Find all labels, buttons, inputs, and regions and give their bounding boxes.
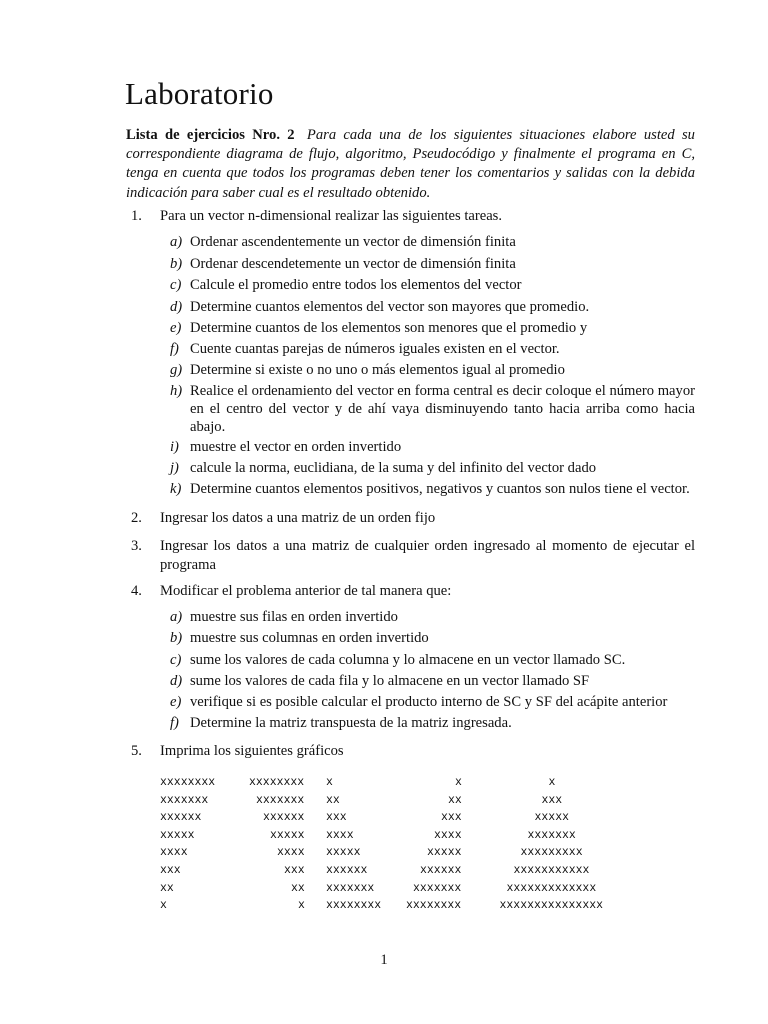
subitem-text: verifique si es posible calcular el producto interno de SC y SF del acápite anterior — [190, 694, 668, 710]
pattern-row — [160, 774, 620, 792]
pattern-cell: xxxxxxxxxxx — [513, 864, 590, 877]
pattern-cell: xxxx — [326, 828, 354, 842]
pattern-cell: xxxx — [160, 846, 188, 860]
subitem-label: e) — [170, 320, 182, 336]
subitem-label: f) — [170, 715, 179, 731]
subitem-label: c) — [170, 277, 182, 293]
pattern-cell: xxx — [284, 864, 305, 877]
pattern-cell: x — [326, 776, 333, 789]
pattern-cell: xxxxx — [534, 811, 570, 825]
subitem-label: a) — [170, 234, 183, 250]
intro-text: Para cada una de los siguientes situaciones elabore usted su correspondiente diagrama de flujo, algoritmo, Pseudocódigo y finalmente el programa en C, tenga en cuenta que todos los programas deben tener los comentarios y salidas con la debida indicación para saber cual es el resultado obtenido. — [126, 127, 695, 201]
subitem-label: e) — [170, 694, 182, 710]
subitem-label: d) — [170, 299, 183, 315]
pattern-cell: xxx — [541, 793, 563, 807]
subitem-label: c) — [170, 652, 182, 668]
pattern-cell: xxxxxx — [263, 811, 305, 825]
subitem-text: muestre sus filas en orden invertido — [190, 609, 398, 625]
pattern-cell: x — [298, 899, 305, 913]
pattern-cell: xxxxxxxx — [249, 776, 305, 789]
pattern-row — [160, 880, 620, 898]
pattern-cell: xxxxxxxx — [406, 899, 462, 913]
pattern-cell: xxxxxxxxxxxxx — [506, 881, 597, 895]
pattern-cell: x — [455, 776, 462, 789]
subitem-text: Realice el ordenamiento del vector en forma central es decir coloque el número mayor en el centro del vector y de ahí vaya disminuyendo tanto hacia arriba como hacia abajo. — [190, 383, 695, 435]
exercise-text: Para un vector n-dimensional realizar las siguientes tareas. — [160, 208, 503, 224]
pattern-row — [160, 792, 620, 810]
subitem-label: d) — [170, 673, 183, 689]
exercise-text: Ingresar los datos a una matriz de cualquier orden ingresado al momento de ejecutar el programa — [160, 538, 695, 573]
intro-lead: Lista de ejercicios Nro. 2 — [126, 127, 295, 143]
pattern-row — [160, 897, 620, 915]
pattern-cell: xxxxxxx — [413, 881, 462, 895]
subitem-text: Determine si existe o no uno o más elementos igual al promedio — [190, 362, 565, 378]
pattern-cell: x — [548, 776, 556, 789]
pattern-cell: xxxxxxxxxxxxxxx — [499, 899, 604, 913]
subitem-label: f) — [170, 341, 179, 357]
pattern-cell: xxxxxxx — [527, 828, 576, 842]
subitem-text: Determine la matriz transpuesta de la matriz ingresada. — [190, 715, 512, 731]
pattern-cell: xxxxxxx — [160, 793, 209, 807]
subitem-label: b) — [170, 630, 183, 646]
subitem-text: Determine cuantos elementos positivos, negativos y cuantos son nulos tiene el vector. — [190, 481, 690, 497]
exercise-text: Ingresar los datos a una matriz de un orden fijo — [160, 510, 436, 526]
exercise-number: 1. — [131, 208, 142, 224]
exercise-text: Modificar el problema anterior de tal manera que: — [160, 583, 452, 599]
pattern-cell: xxxxxxx — [256, 793, 305, 807]
pattern-cell: xxxxx — [270, 828, 305, 842]
pattern-cell: xx — [291, 881, 305, 895]
subitem-label: k) — [170, 481, 182, 497]
pattern-cell: xxx — [326, 811, 347, 825]
pattern-row — [160, 844, 620, 862]
exercise-text: Imprima los siguientes gráficos — [160, 743, 344, 759]
subitem-label: g) — [170, 362, 183, 378]
subitem-text: calcule la norma, euclidiana, de la suma y del infinito del vector dado — [190, 460, 597, 476]
subitem-text: sume los valores de cada columna y lo almacene en un vector llamado SC. — [190, 652, 626, 668]
pattern-cell: xxxxx — [427, 846, 462, 860]
pattern-cell: xxxxxx — [160, 811, 202, 825]
subitem-label: b) — [170, 256, 183, 272]
pattern-cell: xxx — [441, 811, 462, 825]
subitem-text: muestre el vector en orden invertido — [190, 439, 402, 455]
intro-paragraph — [126, 126, 695, 203]
pattern-cell: xx — [448, 793, 462, 807]
subitem-text: Calcule el promedio entre todos los elementos del vector — [190, 277, 522, 293]
exercise-number: 2. — [131, 510, 142, 526]
pattern-row — [160, 862, 620, 880]
pattern-cell: xxxxxxxx — [326, 899, 382, 913]
pattern-cell: xxxxxxxx — [160, 776, 216, 789]
pattern-cell: xxxx — [277, 846, 305, 860]
pattern-cell: xxxx — [434, 828, 462, 842]
pattern-cell: xxxxxx — [326, 864, 368, 877]
page-number: 1 — [380, 952, 388, 968]
pattern-row — [160, 809, 620, 827]
page-title: Laboratorio — [125, 76, 274, 111]
exercise-number: 3. — [131, 538, 142, 554]
subitem-text: sume los valores de cada fila y lo almacene en un vector llamado SF — [190, 673, 590, 689]
pattern-cell: xxx — [160, 864, 181, 877]
pattern-cell: xxxxx — [326, 846, 361, 860]
pattern-cell: xxxxxxxxx — [520, 846, 583, 860]
ascii-patterns — [160, 774, 620, 914]
subitem-text: muestre sus columnas en orden invertido — [190, 630, 429, 646]
exercise-number: 4. — [131, 583, 142, 599]
pattern-cell: xx — [326, 793, 340, 807]
pattern-cell: xxxxx — [160, 828, 195, 842]
subitem-label: a) — [170, 609, 183, 625]
pattern-cell: xxxxxxx — [326, 881, 375, 895]
pattern-row — [160, 827, 620, 845]
pattern-cell: xx — [160, 881, 174, 895]
subitem-text: Ordenar ascendentemente un vector de dimensión finita — [190, 234, 516, 250]
pattern-cell: x — [160, 899, 167, 913]
subitem-label: i) — [170, 439, 179, 455]
subitem-text: Determine cuantos elementos del vector son mayores que promedio. — [190, 299, 590, 315]
subitem-text: Ordenar descendetemente un vector de dimensión finita — [190, 256, 516, 272]
subitem-label: h) — [170, 383, 183, 399]
pattern-cell: xxxxxx — [420, 864, 462, 877]
subitem-text: Cuente cuantas parejas de números iguales existen en el vector. — [190, 341, 560, 357]
subitem-label: j) — [170, 460, 179, 476]
subitem-text: Determine cuantos de los elementos son menores que el promedio y — [190, 320, 588, 336]
exercise-number: 5. — [131, 743, 142, 759]
